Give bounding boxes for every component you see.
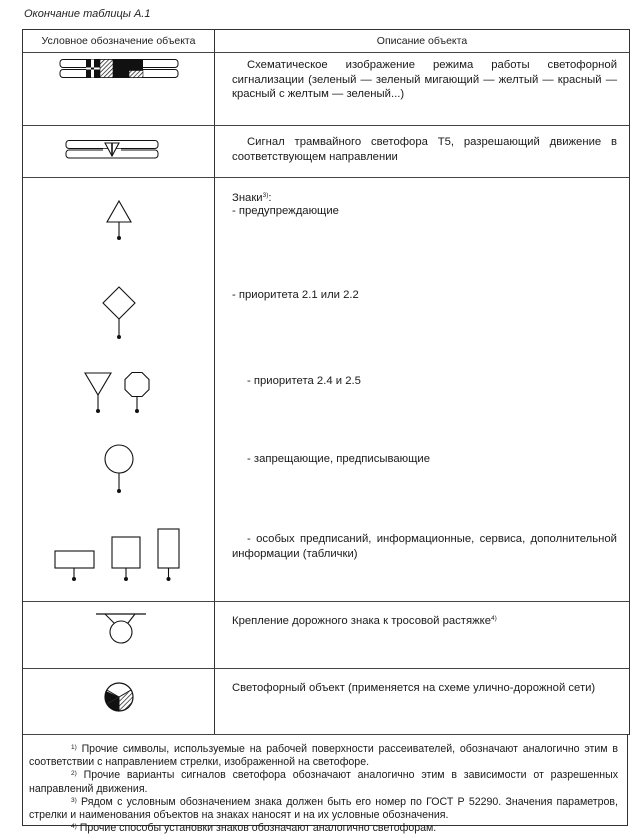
footnote: $^{4)}$ Прочие способы установки знаков обозначают аналогично светофорам. [71,822,437,835]
description-cell [215,669,629,734]
table-row [23,178,629,602]
description-cell [215,126,629,177]
tram-signal-t5-icon [65,139,159,160]
traffic-light-object-icon [103,681,135,713]
table-row [23,126,629,178]
header-symbol: Условное обозначение объекта [23,30,215,52]
row-description: Схематическое изображение режима работы светофорной сигнализации (зеленый — зеленый мигающий — желтый — красный — красный с желтым — зеленый...) [232,59,617,100]
sign-item-priority-2-4: - приоритета 2.4 и 2.5 [247,375,361,387]
sign-item-warning: - предупреждающие [232,205,339,217]
table-row [23,669,629,735]
signal-mode-scheme-icon [59,58,179,80]
cable-mount-sign-icon [95,612,147,648]
description-cell [215,53,629,125]
priority-sign-inverted-triangle-icon [83,371,113,417]
sign-item-priority-2-1: - приоритета 2.1 или 2.2 [232,289,359,301]
symbol-cell [23,178,215,601]
description-cell [215,602,629,668]
sign-item-prohibitory: - запрещающие, предписывающие [247,453,431,465]
symbols-table [22,29,630,735]
table-row [23,602,629,669]
prohibitory-sign-circle-icon [102,444,136,500]
warning-sign-triangle-icon [104,199,134,245]
description-cell [215,178,629,601]
row-description: Крепление дорожного знака к тросовой растяжке$^{4)}$ [232,615,497,627]
priority-sign-diamond-icon [101,285,137,341]
table-caption: Окончание таблицы А.1 [24,8,151,20]
sign-item-info-plates: - особых предписаний, информационные, сервиса, дополнительной информации (таблички) [232,533,617,560]
table-header-row [23,30,629,53]
stop-sign-octagon-icon [123,371,151,417]
table-row [23,53,629,126]
info-plate-rectangles-icon [53,523,188,585]
symbol-cell [23,53,215,125]
row-description: Светофорный объект (применяется на схеме улично-дорожной сети) [232,682,596,694]
symbol-cell [23,126,215,177]
footnote: $^{3)}$ Рядом с условным обозначением знака должен быть его номер по ГОСТ Р 52290. Значения параметров, стрелки и наименования объектов на знаках наносят и на их условные обозначения. [29,795,618,822]
footnote: $^{2)}$ Прочие варианты сигналов светофора обозначают аналогично этим в зависимости от разрешенных направлений движения. [29,769,618,795]
row-description: Сигнал трамвайного светофора Т5, разрешающий движение в соответствующем направлении [232,136,617,163]
symbol-cell [23,669,215,734]
footnotes-block [22,734,628,835]
signs-title: Знаки$^{3)}$: [232,192,272,204]
footnote: $^{1)}$ Прочие символы, используемые на рабочей поверхности рассеивателей, обозначают аналогично этим в соответствии с направлением стрелки, изображенной на светофоре. [29,743,618,769]
symbol-cell [23,602,215,668]
header-description: Описание объекта [376,35,468,47]
